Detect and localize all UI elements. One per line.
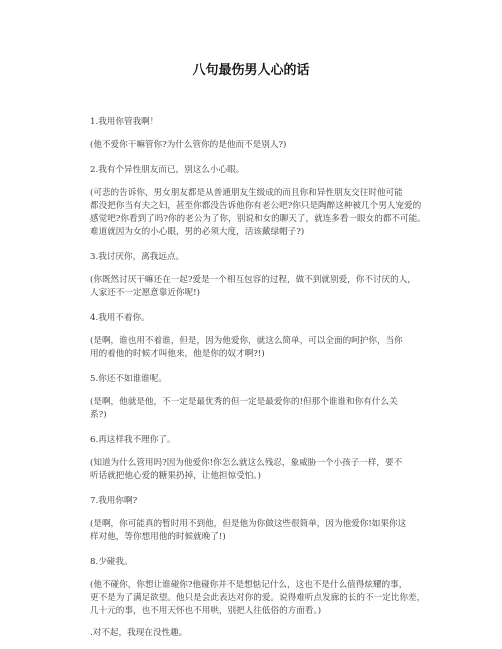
- paragraph-6-line-1: (知道为什么管用吗?因为他爱你!你怎么就这么残忍，象威胁一个小孩子一样，要不: [90, 458, 403, 468]
- paragraph-2-line-3: 感觉吧?你看到了吗?你的老公为了你，别说和女的聊天了，就连多看一眼女的都不可能。: [90, 214, 426, 224]
- heading-3: 3.我讨厌你，离我远点。: [90, 252, 185, 262]
- heading-8: 8.少碰我。: [90, 557, 133, 567]
- paragraph-4-line-1: (是啊，谁也用不着谁，但是，因为他爱你，就这么简单，可以全面的呵护你，当你: [90, 336, 403, 346]
- heading-7: 7.我用你啊?: [90, 496, 138, 506]
- heading-6: 6.再这样我不理你了。: [90, 435, 176, 445]
- heading-2: 2.我有个异性朋友而已，别这么小心眼。: [90, 165, 245, 175]
- paragraph-2-line-1: (可悲的告诉你，男女朋友都是从普通朋友生级成的而且你和异性朋友交往时他可能: [90, 188, 403, 198]
- paragraph-2-line-2: 都没把你当有夫之妇，甚至你都没告诉他你有老公吧?你只是陶醉这种被几个男人宠爱的: [90, 201, 422, 211]
- paragraph-8-line-2: 更不是为了满足欲望。他只是会此表达对你的爱。说得难听点发廊的长的不一定比你差，: [90, 593, 426, 603]
- paragraph-2-line-4: 难道就因为女的小心眼，男的必须大度，活该戴绿帽子?): [90, 227, 305, 237]
- paragraph-4-line-2: 用的着他的时候才叫他来，他是你的奴才啊?!): [90, 349, 265, 359]
- page-title: 八句最伤男人心的话: [192, 63, 310, 78]
- paragraph-3-line-2: 人家还不一定愿意靠近你呢!): [90, 288, 200, 298]
- paragraph-5-line-2: 系?): [90, 410, 107, 420]
- paragraph-8-line-1: (他不碰你，你想让谁碰你?他碰你并不是想惦记什么，这也不是什么值得炫耀的事，: [90, 580, 408, 590]
- paragraph-1: (他不爱你干嘛管你?为什么管你的是他而不是别人?): [90, 140, 287, 150]
- paragraph-7-line-2: 样对他，等你想用他的时候就晚了!): [90, 532, 226, 542]
- paragraph-7-line-1: (是啊，你可能真的暂时用不到他，但是他为你做这些很简单，因为他爱你!如果你这: [90, 519, 407, 529]
- paragraph-5-line-1: (是啊，他就是他，不一定是最优秀的但一定是最爱你的!但那个谁谁和你有什么关: [90, 397, 398, 407]
- closing-line: .对不起，我现在没性趣。: [90, 628, 188, 638]
- paragraph-8-line-3: 几十元的事，也不用天怀也不用哄，别把人往低俗的方面看。): [90, 606, 322, 616]
- heading-5: 5.你还不如谁谁呢。: [90, 374, 167, 384]
- heading-4: 4.我用不着你。: [90, 313, 150, 323]
- paragraph-3-line-1: (你既然讨厌干嘛还在一起?爱是一个相互包容的过程，做不到就别爱，你不讨厌的人，: [90, 275, 416, 285]
- heading-1: 1.我用你管我啊！: [90, 117, 159, 127]
- paragraph-6-line-2: 听话就把他心爱的糖果扔掉，让他担惊受怕。): [90, 471, 261, 481]
